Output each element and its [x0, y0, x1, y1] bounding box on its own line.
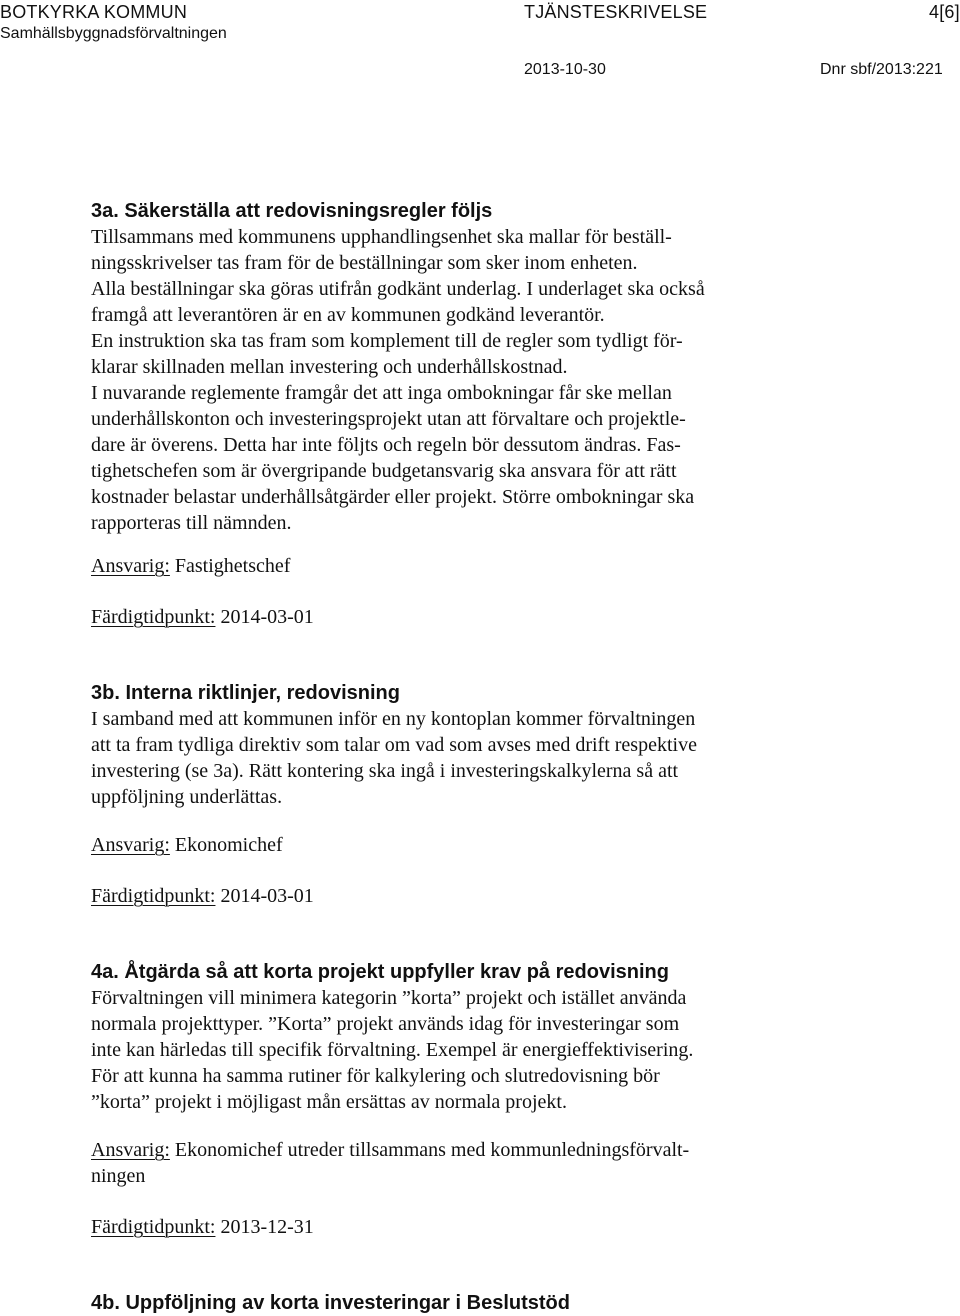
body-line: dare är överens. Detta har inte följts och regeln bör dessutom ändras. Fas- [91, 434, 681, 456]
department-name: Samhällsbyggnadsförvaltningen [0, 25, 227, 42]
responsible-line [91, 1137, 689, 1163]
document-date: 2013-10-30 [524, 61, 606, 78]
body-line: rapporteras till nämnden. [91, 512, 292, 534]
deadline-value: 2014-03-01 [215, 606, 314, 628]
deadline-value: 2014-03-01 [215, 885, 314, 907]
body-line: normala projekttyper. ”Korta” projekt används idag för investeringar som [91, 1013, 680, 1035]
body-line: ”korta” projekt i möjligast mån ersättas av normala projekt. [91, 1091, 567, 1113]
section-heading-3b: 3b. Interna riktlinjer, redovisning [91, 682, 400, 704]
body-line: underhållskonton och investeringsprojekt utan att förvaltare och projektle- [91, 408, 686, 430]
municipality-name: BOTKYRKA KOMMUN [0, 2, 188, 22]
body-line: Förvaltningen vill minimera kategorin ”korta” projekt och istället använda [91, 987, 687, 1009]
deadline-line [91, 604, 314, 630]
responsible-value: Fastighetschef [169, 555, 291, 577]
body-line: ningsskrivelser tas fram för de beställningar som sker inom enheten. [91, 252, 638, 274]
deadline-line [91, 1214, 314, 1240]
responsible-continuation: ningen [91, 1165, 146, 1187]
body-line: I nuvarande reglemente framgår det att inga ombokningar får ske mellan [91, 382, 672, 404]
body-line: kostnader belastar underhållsåtgärder eller projekt. Större ombokningar ska [91, 486, 695, 508]
responsible-value: Ekonomichef [169, 834, 283, 856]
diary-number: Dnr sbf/2013:221 [820, 61, 943, 78]
responsible-label: Ansvarig: [91, 1139, 170, 1161]
body-line: Alla beställningar ska göras utifrån godkänt underlag. I underlaget ska också [91, 278, 705, 300]
section-heading-4a: 4a. Åtgärda så att korta projekt uppfyller krav på redovisning [91, 961, 669, 983]
deadline-line [91, 883, 314, 909]
responsible-value: Ekonomichef utreder tillsammans med kommunledningsförvalt- [169, 1139, 690, 1161]
deadline-value: 2013-12-31 [215, 1216, 314, 1238]
responsible-label: Ansvarig: [91, 834, 170, 856]
responsible-line [91, 832, 283, 858]
body-line: klarar skillnaden mellan investering och underhållskostnad. [91, 356, 568, 378]
page-number: 4[6] [929, 2, 960, 22]
body-line: investering (se 3a). Rätt kontering ska ingå i investeringskalkylerna så att [91, 760, 679, 782]
body-line: inte kan härledas till specifik förvaltning. Exempel är energieffektivisering. [91, 1039, 694, 1061]
body-line: En instruktion ska tas fram som komplement till de regler som tydligt för- [91, 330, 683, 352]
body-line: Tillsammans med kommunens upphandlingsenhet ska mallar för beställ- [91, 226, 672, 248]
body-line: tighetschefen som är övergripande budgetansvarig ska ansvara för att rätt [91, 460, 677, 482]
section-heading-3a: 3a. Säkerställa att redovisningsregler följs [91, 200, 493, 222]
deadline-label: Färdigtidpunkt: [91, 885, 216, 907]
responsible-label: Ansvarig: [91, 555, 170, 577]
body-line: uppföljning underlättas. [91, 786, 283, 808]
body-line: att ta fram tydliga direktiv som talar om vad som avses med drift respektive [91, 734, 697, 756]
responsible-line [91, 553, 290, 579]
document-type: TJÄNSTESKRIVELSE [524, 2, 708, 22]
body-line: framgå att leverantören är en av kommunen godkänd leverantör. [91, 304, 605, 326]
deadline-label: Färdigtidpunkt: [91, 1216, 216, 1238]
section-heading-4b: 4b. Uppföljning av korta investeringar i Beslutstöd [91, 1292, 570, 1314]
body-line: I samband med att kommunen inför en ny kontoplan kommer förvaltningen [91, 708, 696, 730]
body-line: För att kunna ha samma rutiner för kalkylering och slutredovisning bör [91, 1065, 660, 1087]
deadline-label: Färdigtidpunkt: [91, 606, 216, 628]
